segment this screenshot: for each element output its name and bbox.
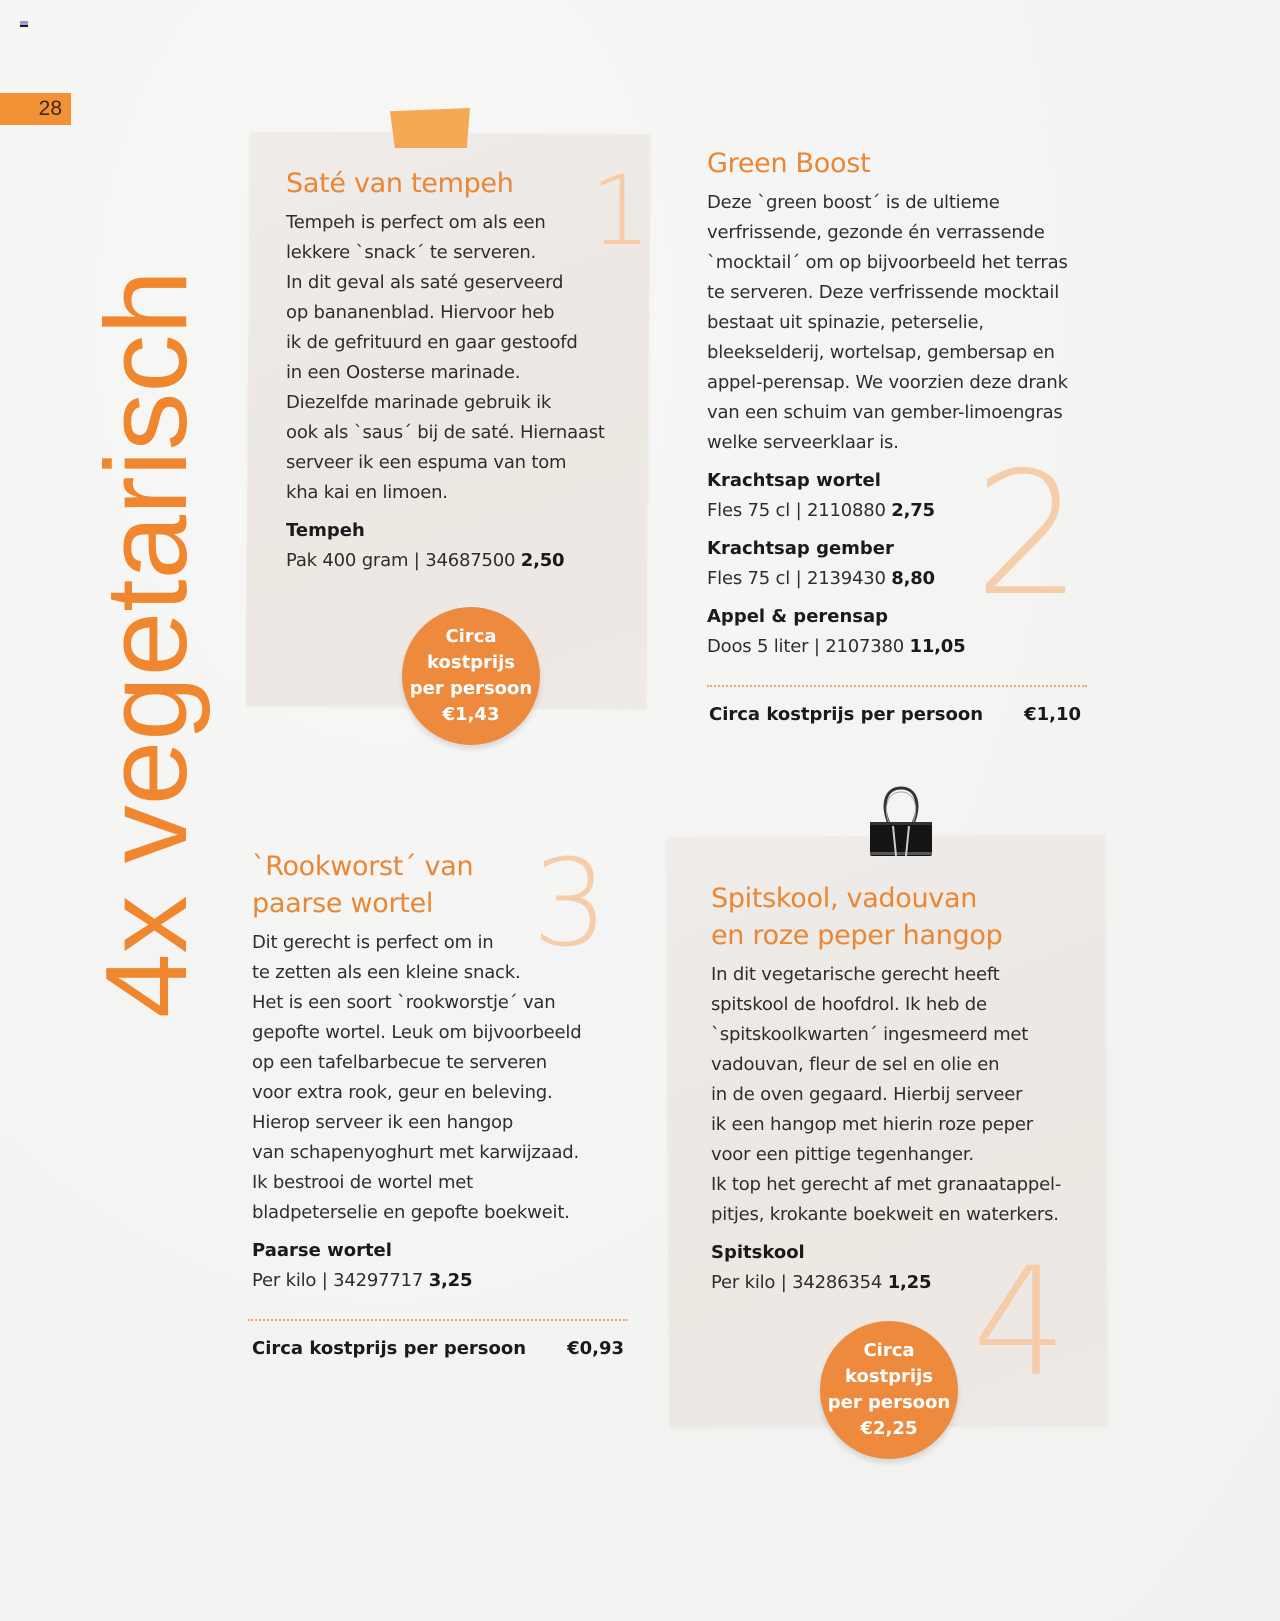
product-item: [707, 466, 1092, 526]
text-line: ook als `saus´ bij de saté. Hiernaast: [286, 422, 605, 443]
text-line: van schapenyoghurt met karwijzaad.: [252, 1142, 580, 1163]
page-title: 4x vegetarisch: [81, 270, 211, 1018]
product-sku: Pak 400 gram | 34687500: [286, 550, 516, 571]
product-price: 1,25: [887, 1272, 932, 1293]
text-line: Diezelfde marinade gebruik ik: [286, 392, 552, 413]
text-line: vadouvan, fleur de sel en olie en: [711, 1054, 1000, 1075]
text-line: lekkere `snack´ te serveren.: [286, 242, 537, 263]
text-line: Deze `green boost´ is de ultieme: [707, 192, 1000, 213]
product-name: Tempeh: [286, 520, 365, 541]
cost-per-person-badge: [820, 1321, 958, 1459]
badge-label: per persoon: [409, 678, 533, 699]
text-line: `spitskoolkwarten´ ingesmeerd met: [711, 1024, 1029, 1045]
badge-label: Circa: [445, 626, 497, 647]
text-line: pitjes, krokante boekweit en waterkers.: [711, 1204, 1059, 1225]
cost-price: €1,10: [1024, 704, 1081, 725]
dotted-divider: [248, 1319, 628, 1321]
recipe-number-1: 1: [590, 155, 652, 267]
text-line: In dit geval als saté geserveerd: [286, 272, 564, 293]
text-line: serveer ik een espuma van tom: [286, 452, 567, 473]
product-name: Krachtsap wortel: [707, 470, 881, 491]
tape-icon: [390, 108, 470, 148]
text-line: te serveren. Deze verfrissende mocktail: [707, 282, 1060, 303]
product-item: [707, 534, 1092, 594]
cost-per-person-row: [709, 704, 1081, 725]
page-number: 28: [0, 93, 71, 125]
badge-label: Circa: [863, 1340, 915, 1361]
badge-label: kostprijs: [845, 1366, 933, 1387]
product-item: [707, 602, 1092, 662]
text-line: `mocktail´ om op bijvoorbeeld het terras: [707, 252, 1068, 273]
text-line: bestaat uit spinazie, peterselie,: [707, 312, 984, 333]
product-item: [252, 1236, 637, 1296]
text-line: Dit gerecht is perfect om in: [252, 932, 494, 953]
recipe-3: [252, 848, 637, 1296]
product-name: Spitskool: [711, 1242, 805, 1263]
text-line: spitskool de hoofdrol. Ik heb de: [711, 994, 987, 1015]
product-item: [711, 1238, 1091, 1298]
product-price: 2,50: [520, 550, 565, 571]
text-line: welke serveerklaar is.: [707, 432, 899, 453]
recipe-description: [252, 928, 637, 1228]
title-line: `Rookworst´ van: [252, 851, 474, 882]
recipe-title: [252, 848, 637, 922]
product-name: Appel & perensap: [707, 606, 889, 627]
text-line: verfrissende, gezonde én verrassende: [707, 222, 1045, 243]
product-price: 2,75: [891, 500, 935, 521]
text-line: voor extra rook, geur en beleving.: [252, 1082, 553, 1103]
product-info: [707, 496, 1092, 526]
badge-label: per persoon: [827, 1392, 951, 1413]
binder-clip-icon: [866, 784, 936, 859]
recipe-1: [286, 165, 626, 576]
text-line: in de oven gegaard. Hierbij serveer: [711, 1084, 1023, 1105]
cost-per-person-row: [252, 1338, 624, 1359]
title-line: en roze peper hangop: [711, 920, 1003, 951]
dotted-divider: [707, 685, 1087, 687]
product-info: [711, 1268, 1091, 1298]
text-line: Tempeh is perfect om als een: [286, 212, 546, 233]
cost-label: Circa kostprijs per persoon: [252, 1338, 527, 1359]
recipe-number-2: 2: [974, 436, 1083, 634]
product-sku: Doos 5 liter | 2107380: [707, 636, 904, 657]
title-line: paarse wortel: [252, 888, 434, 919]
text-line: van een schuim van gember-limoengras: [707, 402, 1063, 423]
product-info: [707, 632, 1092, 662]
product-info: [286, 546, 626, 576]
recipe-2: [707, 145, 1092, 662]
recipe-title: Green Boost: [707, 148, 871, 179]
badge-price: €2,25: [860, 1418, 918, 1439]
text-line: appel-perensap. We voorzien deze drank: [707, 372, 1068, 393]
recipe-number-4: 4: [972, 1236, 1068, 1410]
text-line: Het is een soort `rookworstje´ van: [252, 992, 556, 1013]
cost-per-person-badge: [402, 607, 540, 745]
text-line: bladpeterselie en gepofte boekweit.: [252, 1202, 570, 1223]
product-price: 11,05: [909, 636, 966, 657]
recipe-title: Saté van tempeh: [286, 168, 514, 199]
title-line: Spitskool, vadouvan: [711, 883, 978, 914]
text-line: ik de gefrituurd en gaar gestoofd: [286, 332, 578, 353]
recipe-4: [711, 880, 1091, 1298]
recipe-description: [711, 960, 1091, 1230]
text-line: Ik bestrooi de wortel met: [252, 1172, 474, 1193]
language-flag-icon: [20, 21, 28, 27]
badge-price: €1,43: [442, 704, 500, 725]
product-info: [252, 1266, 637, 1296]
cost-price: €0,93: [567, 1338, 624, 1359]
text-line: bleekselderij, wortelsap, gembersap en: [707, 342, 1055, 363]
product-price: 3,25: [428, 1270, 473, 1291]
recipe-description: [707, 188, 1092, 458]
product-price: 8,80: [891, 568, 935, 589]
text-line: op bananenblad. Hiervoor heb: [286, 302, 555, 323]
text-line: gepofte wortel. Leuk om bijvoorbeeld: [252, 1022, 582, 1043]
recipe-title: [711, 880, 1091, 954]
product-item: [286, 516, 626, 576]
product-sku: Per kilo | 34297717: [252, 1270, 424, 1291]
text-line: voor een pittige tegenhanger.: [711, 1144, 974, 1165]
text-line: Ik top het gerecht af met granaatappel-: [711, 1174, 1062, 1195]
product-name: Krachtsap gember: [707, 538, 894, 559]
cost-label: Circa kostprijs per persoon: [709, 704, 984, 725]
text-line: Hierop serveer ik een hangop: [252, 1112, 514, 1133]
text-line: op een tafelbarbecue te serveren: [252, 1052, 547, 1073]
badge-label: kostprijs: [427, 652, 515, 673]
text-line: ik een hangop met hierin roze peper: [711, 1114, 1033, 1135]
product-info: [707, 564, 1092, 594]
text-line: te zetten als een kleine snack.: [252, 962, 521, 983]
recipe-number-3: 3: [532, 835, 609, 974]
product-name: Paarse wortel: [252, 1240, 392, 1261]
recipe-description: [286, 208, 626, 508]
text-line: In dit vegetarische gerecht heeft: [711, 964, 1000, 985]
product-sku: Fles 75 cl | 2139430: [707, 568, 886, 589]
product-sku: Fles 75 cl | 2110880: [707, 500, 886, 521]
product-sku: Per kilo | 34286354: [711, 1272, 883, 1293]
text-line: in een Oosterse marinade.: [286, 362, 521, 383]
text-line: kha kai en limoen.: [286, 482, 448, 503]
